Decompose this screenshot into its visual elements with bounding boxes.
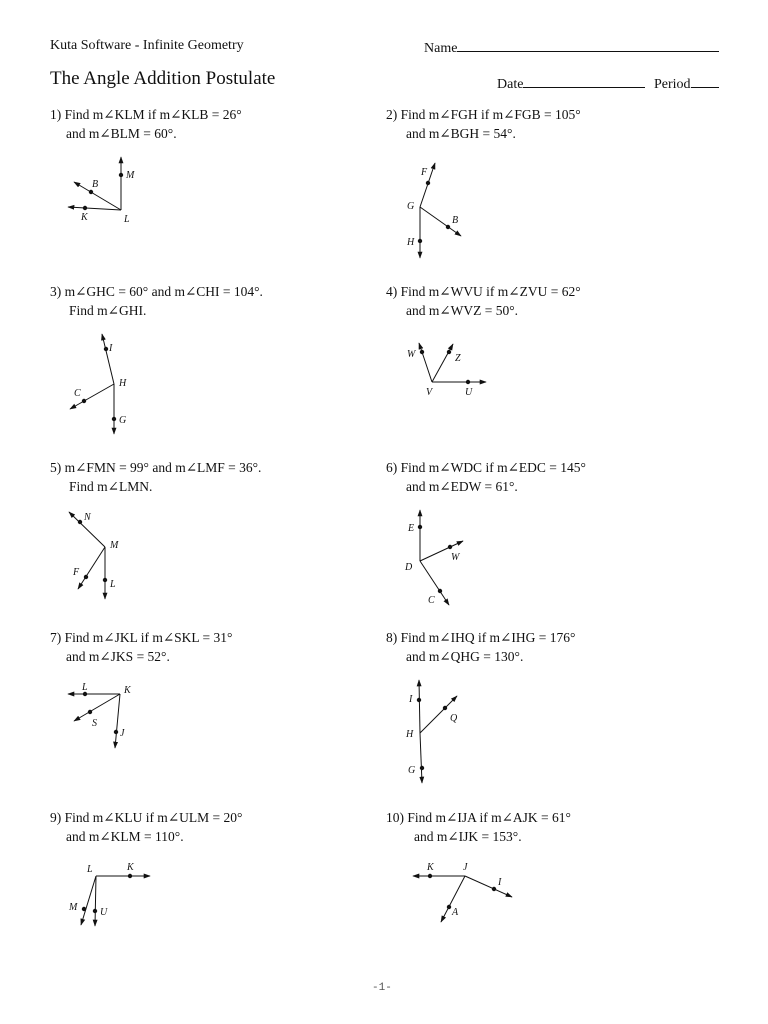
label-L: L <box>110 579 116 590</box>
problem-6-diagram <box>395 505 495 610</box>
problem-3 <box>50 282 263 320</box>
problem-10 <box>386 808 571 846</box>
label-W: W <box>407 349 416 360</box>
period-line <box>691 74 719 88</box>
label-H: H <box>406 729 414 740</box>
label-U: U <box>465 387 473 398</box>
page-title: The Angle Addition Postulate <box>50 68 276 89</box>
problem-text-line2: and m∠EDW = 61°. <box>406 479 518 494</box>
date-label: Date <box>497 77 524 92</box>
label-M: M <box>110 540 119 551</box>
date-field[interactable] <box>497 74 645 93</box>
label-M: M <box>126 170 135 181</box>
label-J: J <box>463 862 468 873</box>
problem-number: 5) <box>50 460 62 475</box>
label-E: E <box>408 523 415 534</box>
problem-5 <box>50 458 261 496</box>
problem-text-line1: Find m∠KLU if m∠ULM = 20° <box>64 810 243 825</box>
label-B: B <box>452 215 459 226</box>
label-N: N <box>84 512 91 523</box>
date-line <box>523 74 645 88</box>
problem-text-line1: Find m∠IHQ if m∠IHG = 176° <box>400 630 576 645</box>
label-D: D <box>405 562 413 573</box>
problem-text-line2: and m∠BGH = 54°. <box>406 126 516 141</box>
problem-text-line2: and m∠JKS = 52°. <box>66 649 170 664</box>
label-K: K <box>124 685 131 696</box>
problem-9 <box>50 808 242 846</box>
label-G: G <box>408 765 416 776</box>
label-L: L <box>82 682 88 693</box>
problem-8 <box>386 628 575 666</box>
label-I: I <box>409 694 413 705</box>
problem-number: 3) <box>50 284 62 299</box>
label-K: K <box>427 862 434 873</box>
problem-10-diagram <box>405 855 520 935</box>
label-Q: Q <box>450 713 458 724</box>
label-Z: Z <box>455 353 461 364</box>
problem-text-line1: Find m∠JKL if m∠SKL = 31° <box>64 630 233 645</box>
problem-8-diagram <box>395 675 495 790</box>
problem-number: 8) <box>386 630 398 645</box>
problem-text-line2: and m∠IJK = 153°. <box>414 829 522 844</box>
name-label: Name <box>424 41 458 56</box>
label-C: C <box>428 595 435 606</box>
label-F: F <box>73 567 80 578</box>
label-V: V <box>426 387 433 398</box>
period-field[interactable] <box>654 74 719 93</box>
publisher-label: Kuta Software - Infinite Geometry <box>50 38 244 53</box>
label-J: J <box>120 728 125 739</box>
problem-5-diagram <box>60 505 160 605</box>
label-K: K <box>127 862 134 873</box>
label-H: H <box>407 237 415 248</box>
label-C: C <box>74 388 81 399</box>
label-L: L <box>87 864 93 875</box>
problem-text-line2: and m∠KLM = 110°. <box>66 829 184 844</box>
label-S: S <box>92 718 97 729</box>
problem-7 <box>50 628 232 666</box>
problem-text-line1: Find m∠IJA if m∠AJK = 61° <box>407 810 571 825</box>
problem-4-diagram <box>395 330 495 400</box>
problem-text-line1: m∠GHC = 60° and m∠CHI = 104°. <box>64 284 263 299</box>
label-H: H <box>119 378 127 389</box>
problem-text-line2: and m∠BLM = 60°. <box>66 126 177 141</box>
problem-text-line2: Find m∠GHI. <box>69 303 147 318</box>
problem-number: 1) <box>50 107 62 122</box>
problem-text-line1: m∠FMN = 99° and m∠LMF = 36°. <box>64 460 262 475</box>
problem-1 <box>50 105 242 143</box>
label-M: M <box>69 902 78 913</box>
problem-number: 7) <box>50 630 62 645</box>
problem-9-diagram <box>60 855 160 935</box>
label-G: G <box>119 415 127 426</box>
problem-text-line1: Find m∠WDC if m∠EDC = 145° <box>400 460 586 475</box>
problem-text-line2: and m∠WVZ = 50°. <box>406 303 519 318</box>
problem-number: 10) <box>386 810 404 825</box>
problem-number: 4) <box>386 284 398 299</box>
problem-text-line1: Find m∠WVU if m∠ZVU = 62° <box>400 284 581 299</box>
label-A: A <box>452 907 459 918</box>
problem-text-line1: Find m∠FGH if m∠FGB = 105° <box>400 107 581 122</box>
problem-2-diagram <box>395 155 495 265</box>
label-W: W <box>451 552 460 563</box>
label-K: K <box>81 212 88 223</box>
period-label: Period <box>654 77 691 92</box>
problem-1-diagram <box>60 150 180 240</box>
problem-text-line2: Find m∠LMN. <box>69 479 153 494</box>
problem-3-diagram <box>60 330 160 440</box>
name-line <box>457 38 719 52</box>
label-B: B <box>92 179 99 190</box>
problem-7-diagram <box>60 678 160 758</box>
label-I: I <box>109 343 113 354</box>
problem-6 <box>386 458 586 496</box>
problem-text-line1: Find m∠KLM if m∠KLB = 26° <box>64 107 242 122</box>
label-I: I <box>498 877 502 888</box>
label-G: G <box>407 201 415 212</box>
problem-number: 2) <box>386 107 398 122</box>
page-number: -1- <box>372 982 392 994</box>
problem-text-line2: and m∠QHG = 130°. <box>406 649 524 664</box>
problem-2 <box>386 105 581 143</box>
label-L: L <box>124 214 130 225</box>
label-U: U <box>100 907 108 918</box>
problem-4 <box>386 282 581 320</box>
problem-number: 9) <box>50 810 62 825</box>
label-F: F <box>421 167 428 178</box>
problem-number: 6) <box>386 460 398 475</box>
name-field[interactable] <box>424 38 719 57</box>
